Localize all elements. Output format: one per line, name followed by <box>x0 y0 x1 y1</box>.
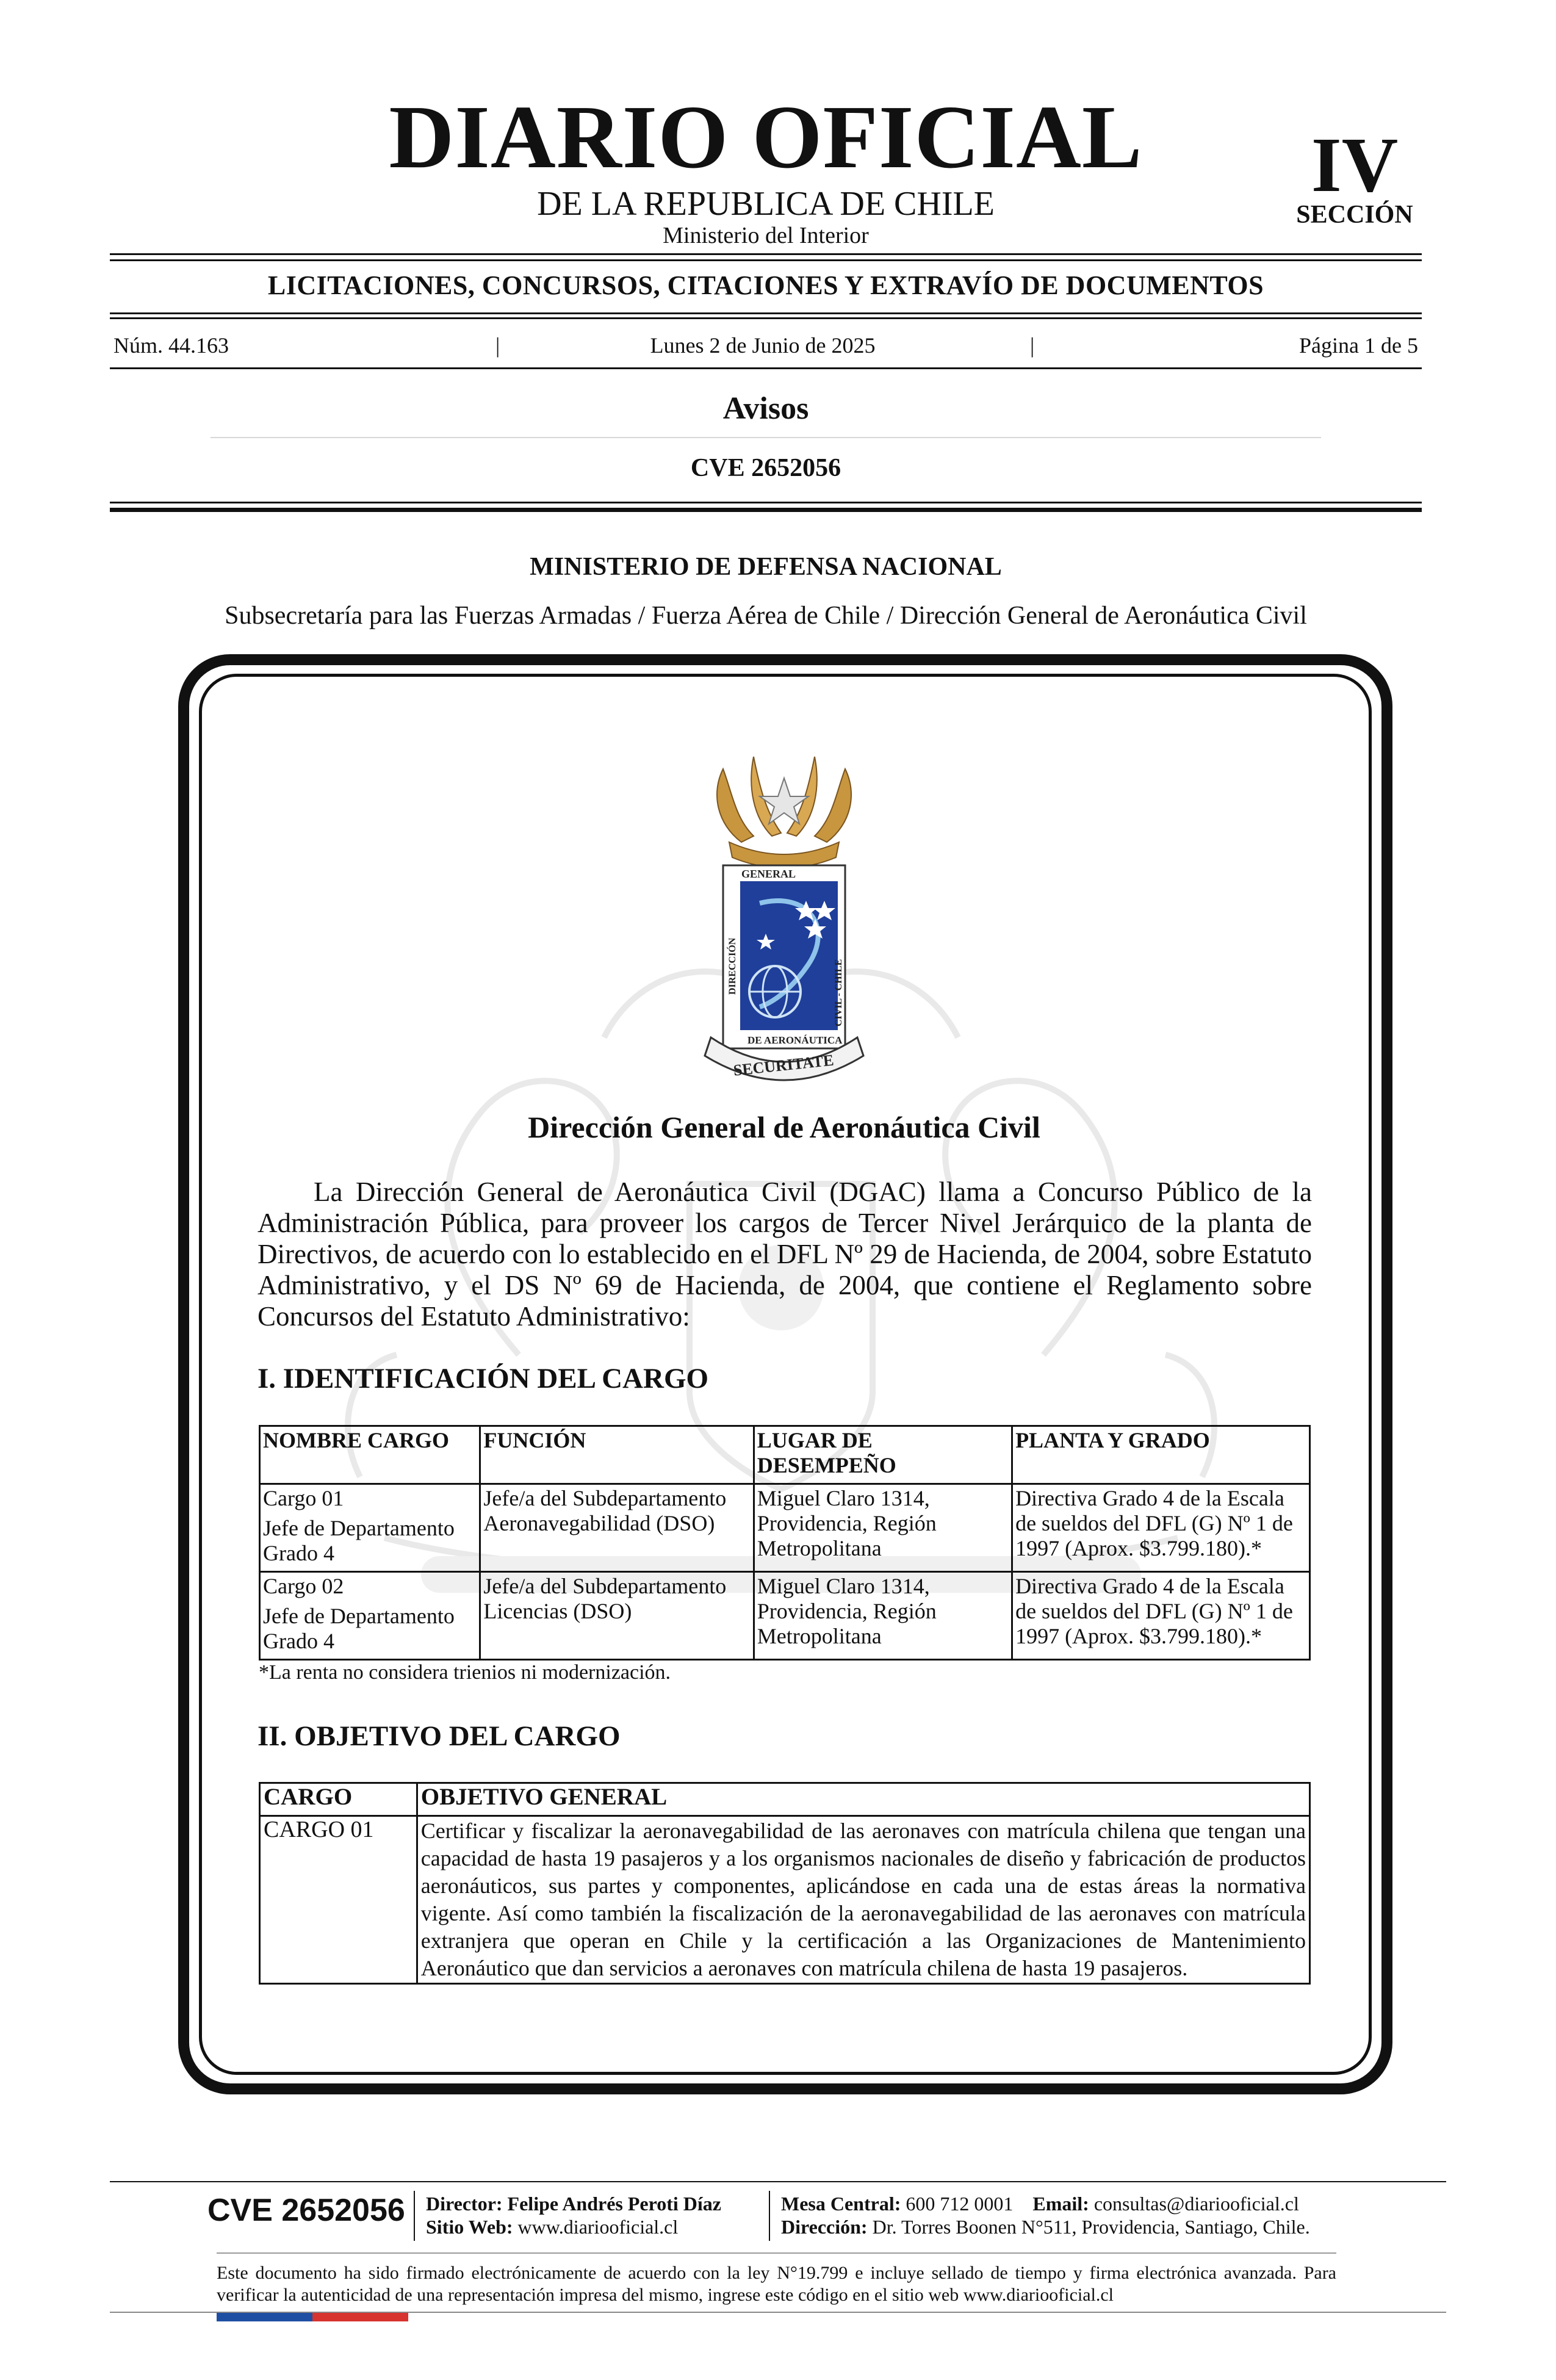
ministry-name: MINISTERIO DE DEFENSA NACIONAL <box>530 553 1002 581</box>
banner-rule-1 <box>110 312 1422 314</box>
footer-email-link[interactable]: consultas@diariooficial.cl <box>1093 2193 1299 2215</box>
positions-header-row <box>260 1426 1310 1484</box>
footer-rule-top <box>110 2181 1446 2182</box>
footer-contact-block <box>781 2192 1310 2238</box>
cve-code-header: CVE 2652056 <box>690 454 841 482</box>
mesa-phone: 600 712 0001 <box>906 2193 1014 2215</box>
footer-website-link[interactable]: www.diariooficial.cl <box>517 2216 679 2238</box>
cargo-id: Cargo 02 <box>263 1574 344 1598</box>
header-rule-1 <box>110 502 1422 503</box>
positions-table <box>259 1425 1311 1661</box>
cell-cargo: CARGO 01 <box>260 1816 417 1984</box>
crown-wings-icon <box>717 757 851 868</box>
cell-funcion: Jefe/a del Subdepartamento Aeronavegabilidad (DSO) <box>480 1484 754 1572</box>
footer-legal-notice: Este documento ha sido firmado electrónicamente de acuerdo con la ley N°19.799 e incluye sellado de tiempo y firma electrónica avanzada. Para verificar la autenticidad de una representación impresa del mismo, ingrese este código en el sitio web www.diariooficial.cl <box>217 2263 1336 2305</box>
notice-title: Dirección General de Aeronáutica Civil <box>528 1110 1040 1144</box>
address-label: Dirección: <box>781 2216 868 2238</box>
meta-separator: | <box>495 333 500 358</box>
director-name: Felipe Andrés Peroti Díaz <box>507 2193 721 2215</box>
mesa-label: Mesa Central: <box>781 2193 901 2215</box>
table-row <box>260 1484 1310 1572</box>
cargo-grado: Grado 4 <box>263 1629 334 1653</box>
table-row <box>260 1572 1310 1660</box>
intro-paragraph: La Dirección General de Aeronáutica Civil (DGAC) llama a Concurso Público de la Administración Pública, para proveer los cargos de Tercer Nivel Jerárquico de la planta de Directivos, de acuerdo con lo establecido en el DFL Nº 29 de Hacienda, de 2004, sobre Estatuto Administrativo, y el DS Nº 69 de Hacienda, de 2004, que contiene el Reglamento sobre Concursos del Estatuto Administrativo: <box>258 1177 1312 1332</box>
email-label: Email: <box>1032 2193 1089 2215</box>
masthead-rule-top <box>110 253 1422 255</box>
col-header-objetivo: OBJETIVO GENERAL <box>417 1783 1309 1816</box>
cell-lugar: Miguel Claro 1314, Providencia, Región Metropolitana <box>754 1572 1012 1660</box>
flag-stripe-red <box>312 2313 408 2321</box>
salary-note: *La renta no considera trienios ni modernización. <box>259 1661 671 1684</box>
col-header-funcion: FUNCIÓN <box>480 1426 754 1484</box>
issue-number: Núm. 44.163 <box>113 333 229 358</box>
section-number: IV <box>1311 121 1399 208</box>
section-1-title: I. IDENTIFICACIÓN DEL CARGO <box>258 1363 709 1394</box>
page-indicator: Página 1 de 5 <box>1299 333 1418 358</box>
dgac-logo <box>686 745 882 1086</box>
flag-stripe-blue <box>217 2313 312 2321</box>
section-label: SECCIÓN <box>1296 201 1413 229</box>
col-header-nombre: NOMBRE CARGO <box>260 1426 480 1484</box>
footer-cve-code: CVE 2652056 <box>207 2193 405 2228</box>
logo-text-left: DIRECCIÓN <box>727 937 738 995</box>
footer-divider <box>414 2191 415 2241</box>
cell-planta: Directiva Grado 4 de la Escala de sueldos del DFL (G) Nº 1 de 1997 (Aprox. $3.799.180).* <box>1012 1572 1310 1660</box>
logo-text-bottom: DE AERONÁUTICA <box>747 1034 843 1046</box>
section-2-title: II. OBJETIVO DEL CARGO <box>258 1720 621 1752</box>
cell-objetivo: Certificar y fiscalizar la aeronavegabilidad de las aeronaves con matrícula chilena que tengan una capacidad de hasta 19 pasajeros y a los organismos nacionales de diseño y fabricación de productos aeronáuticos, sus partes y componentes, aplicándose en cada una de estas áreas la normativa vigente. Así como también la fiscalización de la aeronavegabilidad de las aeronaves con matrícula extranjera que operan en Chile y la certificación a las Organizaciones de Mantenimiento Aeronáutico que dan servicios a aeronaves con matrícula chilena de hasta 19 pasajeros. <box>417 1816 1309 1984</box>
newspaper-title: DIARIO OFICIAL <box>389 87 1143 187</box>
logo-ribbon-text: SECURITATE <box>732 1051 835 1080</box>
cargo-id: Cargo 01 <box>263 1486 344 1510</box>
cargo-nombre: Jefe de Departamento <box>263 1516 455 1540</box>
web-label: Sitio Web: <box>426 2216 513 2238</box>
objectives-header-row <box>260 1783 1310 1816</box>
cell-funcion: Jefe/a del Subdepartamento Licencias (DSO) <box>480 1572 754 1660</box>
meta-rule <box>110 367 1422 369</box>
col-header-cargo: CARGO <box>260 1783 417 1816</box>
footer-address: Dr. Torres Boonen N°511, Providencia, Santiago, Chile. <box>872 2216 1310 2238</box>
col-header-planta: PLANTA Y GRADO <box>1012 1426 1310 1484</box>
logo-text-right: CIVIL - CHILE <box>834 959 844 1026</box>
logo-text-top: GENERAL <box>741 868 796 880</box>
masthead-rule-top-2 <box>110 259 1422 261</box>
cell-planta: Directiva Grado 4 de la Escala de sueldos del DFL (G) Nº 1 de 1997 (Aprox. $3.799.180).* <box>1012 1484 1310 1572</box>
meta-separator: | <box>1030 333 1035 358</box>
banner-rule-2 <box>110 317 1422 319</box>
cargo-nombre: Jefe de Departamento <box>263 1604 455 1628</box>
objectives-table <box>259 1782 1311 1985</box>
notice-type: Avisos <box>722 391 809 426</box>
director-label: Director: <box>426 2193 503 2215</box>
cell-nombre <box>260 1572 480 1660</box>
header-rule-2 <box>110 508 1422 512</box>
issue-meta-row <box>110 333 1422 357</box>
footer-rule-mid <box>217 2252 1336 2254</box>
avisos-divider <box>211 437 1321 438</box>
footer-director-block <box>426 2192 721 2238</box>
cell-nombre <box>260 1484 480 1572</box>
table-row <box>260 1816 1310 1984</box>
subsecretaria: Subsecretaría para las Fuerzas Armadas / Fuerza Aérea de Chile / Dirección General de Aeronáutica Civil <box>225 602 1307 630</box>
cell-lugar: Miguel Claro 1314, Providencia, Región Metropolitana <box>754 1484 1012 1572</box>
cargo-grado: Grado 4 <box>263 1541 334 1565</box>
newspaper-ministry: Ministerio del Interior <box>663 223 869 248</box>
newspaper-subtitle: DE LA REPUBLICA DE CHILE <box>537 185 995 223</box>
footer-divider <box>769 2191 770 2241</box>
section-banner: LICITACIONES, CONCURSOS, CITACIONES Y EXTRAVÍO DE DOCUMENTOS <box>267 270 1264 300</box>
issue-date: Lunes 2 de Junio de 2025 <box>650 333 876 358</box>
col-header-lugar: LUGAR DE DESEMPEÑO <box>754 1426 1012 1484</box>
